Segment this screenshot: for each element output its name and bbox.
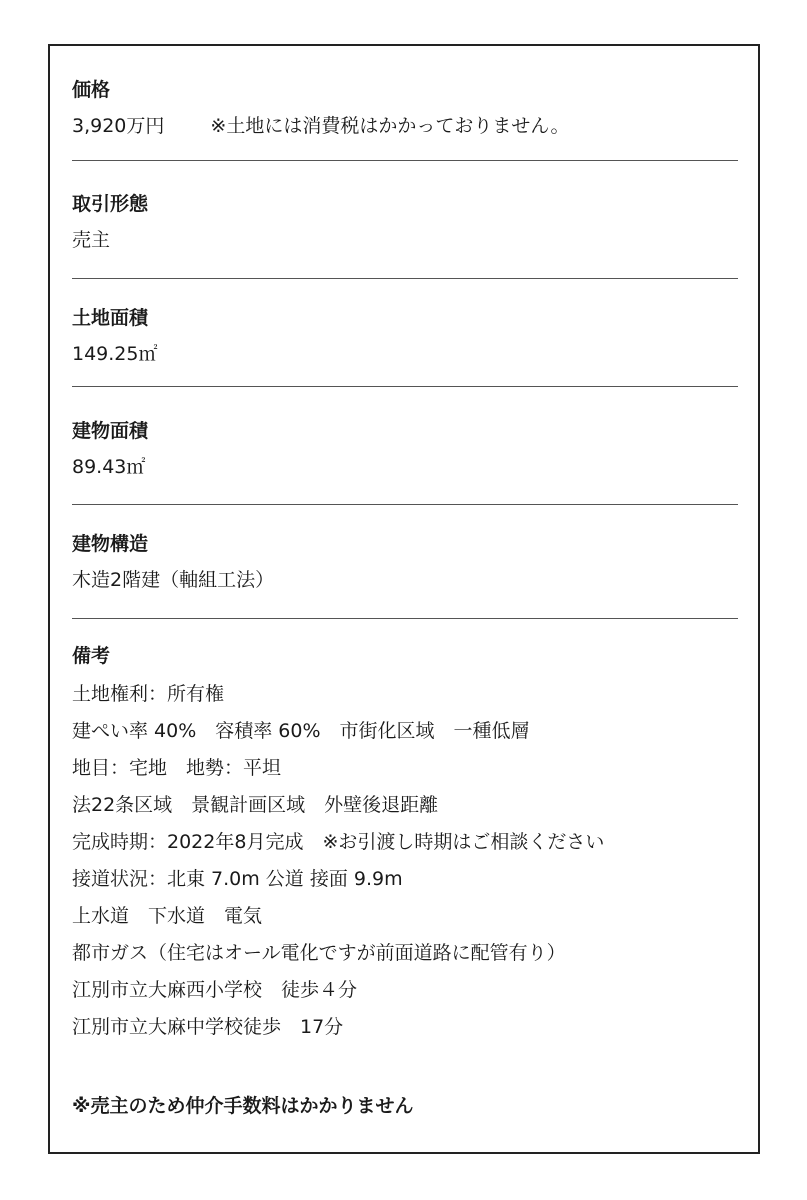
remarks-section bbox=[72, 642, 738, 1046]
brokerage-fee-notice: ※売主のため仲介手数料はかかりません bbox=[72, 1095, 414, 1117]
remarks-line: 接道状況：北東 7.0m 公道 接面 9.9m bbox=[72, 868, 403, 890]
land-area-label: 土地面積 bbox=[72, 307, 149, 329]
remarks-line: 法22条区域 景観計画区域 外壁後退距離 bbox=[72, 794, 439, 816]
price-value: 3,920万円 bbox=[72, 115, 165, 137]
price-tax-note: ※土地には消費税はかかっておりません。 bbox=[210, 115, 570, 137]
remarks-line: 上水道 下水道 電気 bbox=[72, 905, 263, 927]
transaction-section bbox=[72, 190, 738, 254]
land-area-section bbox=[72, 304, 738, 368]
remarks-line: 江別市立大麻中学校徒歩 17分 bbox=[72, 1016, 344, 1038]
building-area-section bbox=[72, 417, 738, 481]
land-area-value: 149.25㎡ bbox=[72, 343, 158, 365]
structure-value: 木造2階建（軸組工法） bbox=[72, 569, 275, 591]
structure-section bbox=[72, 530, 738, 594]
price-label: 価格 bbox=[72, 79, 111, 101]
price-value-row bbox=[72, 112, 738, 140]
transaction-value: 売主 bbox=[72, 229, 111, 251]
remarks-line: 江別市立大麻西小学校 徒歩４分 bbox=[72, 979, 358, 1001]
building-area-value: 89.43㎡ bbox=[72, 456, 146, 478]
price-section bbox=[72, 76, 738, 140]
divider bbox=[72, 386, 738, 387]
transaction-label: 取引形態 bbox=[72, 193, 149, 215]
remarks-line: 都市ガス（住宅はオール電化ですが前面道路に配管有り） bbox=[72, 942, 566, 964]
divider bbox=[72, 278, 738, 279]
structure-label: 建物構造 bbox=[72, 533, 149, 555]
remarks-line: 完成時期：2022年8月完成 ※お引渡し時期はご相談ください bbox=[72, 831, 605, 853]
remarks-label: 備考 bbox=[72, 645, 111, 667]
remarks-line: 土地権利：所有権 bbox=[72, 683, 225, 705]
building-area-label: 建物面積 bbox=[72, 420, 149, 442]
divider bbox=[72, 160, 738, 161]
remarks-line: 建ぺい率 40% 容積率 60% 市街化区域 一種低層 bbox=[72, 720, 530, 742]
property-details-card bbox=[48, 44, 760, 1154]
divider bbox=[72, 504, 738, 505]
divider bbox=[72, 618, 738, 619]
remarks-line: 地目：宅地 地勢：平坦 bbox=[72, 757, 282, 779]
remarks-list bbox=[72, 676, 738, 1046]
